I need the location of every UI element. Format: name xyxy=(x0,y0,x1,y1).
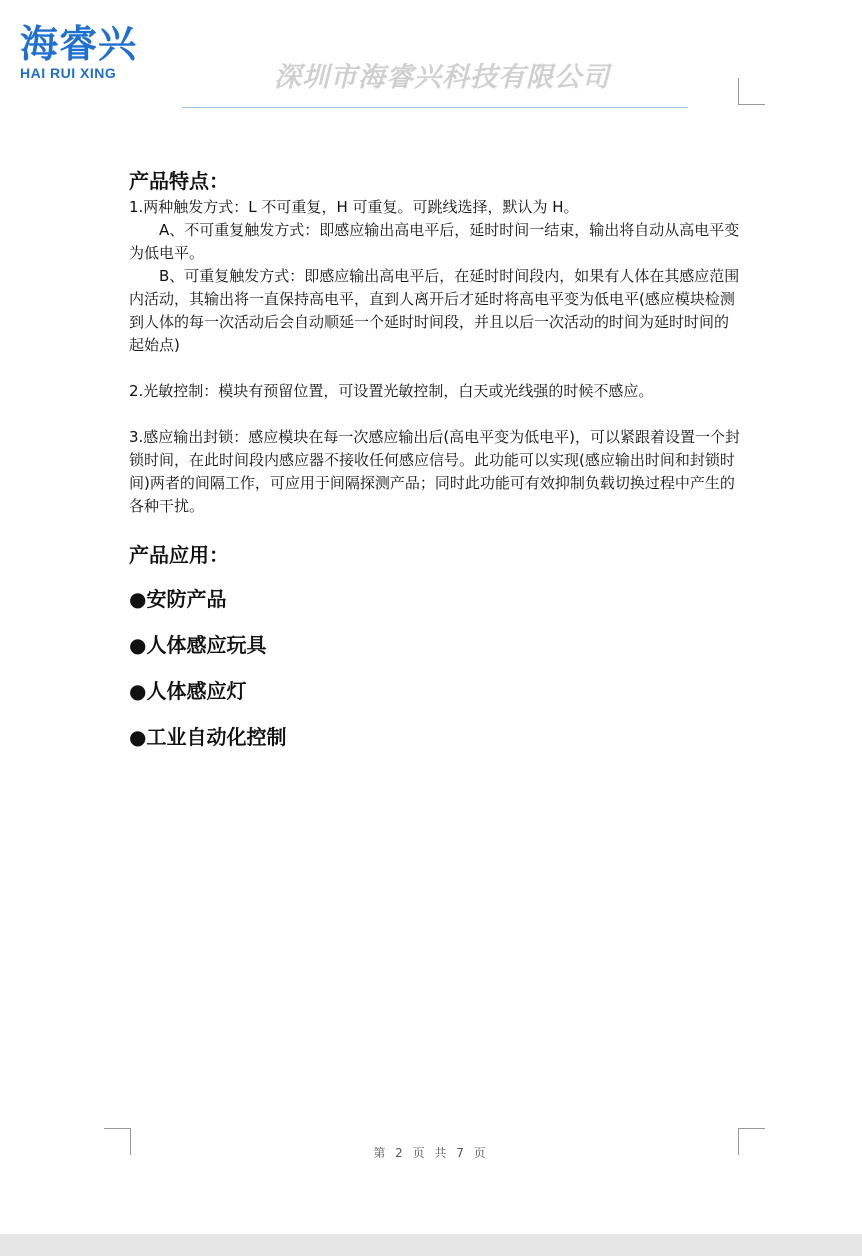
company-name-header: 深圳市海睿兴科技有限公司 xyxy=(274,62,610,93)
viewer-bottom-bar xyxy=(0,1234,862,1256)
section-gap xyxy=(129,518,741,540)
header-divider xyxy=(182,107,688,108)
crop-mark-top-right xyxy=(738,78,765,105)
applications-heading: 产品应用： xyxy=(129,543,229,567)
feature-item-1b: B、可重复触发方式：即感应输出高电平后，在延时时间段内，如果有人体在其感应范围内活动，其输出将一直保持高电平，直到人离开后才延时将高电平变为低电平(感应模块检测到人体的每一次活动后会自动顺延一个延时时间段，并且以后一次活动的时间为延时时间的起始点) xyxy=(129,267,740,354)
feature-item-2: 2.光敏控制：模块有预留位置，可设置光敏控制，白天或光线强的时候不感应。 xyxy=(129,382,654,400)
company-logo xyxy=(20,24,150,80)
features-heading: 产品特点： xyxy=(129,169,229,193)
paragraph-gap xyxy=(129,403,741,426)
document-body xyxy=(129,166,741,752)
feature-item-1a: A、不可重复触发方式：即感应输出高电平后，延时时间一结束，输出将自动从高电平变为低电平。 xyxy=(129,221,740,262)
logo-chinese-text: 海睿兴 xyxy=(20,22,138,66)
application-item: ●人体感应玩具 xyxy=(129,633,267,657)
application-item: ●工业自动化控制 xyxy=(129,725,287,749)
feature-item-1: 1.两种触发方式：L 不可重复，H 可重复。可跳线选择，默认为 H。 xyxy=(129,198,579,216)
paragraph-gap xyxy=(129,357,741,380)
application-item: ●人体感应灯 xyxy=(129,679,247,703)
application-item: ●安防产品 xyxy=(129,587,227,611)
page-number: 第 2 页 共 7 页 xyxy=(373,1146,489,1160)
feature-item-3: 3.感应输出封锁：感应模块在每一次感应输出后(高电平变为低电平)，可以紧跟着设置一个封锁时间，在此时间段内感应器不接收任何感应信号。此功能可以实现(感应输出时间和封锁时间)两者的间隔工作，可应用于间隔探测产品；同时此功能可有效抑制负载切换过程中产生的各种干扰。 xyxy=(129,428,741,515)
logo-english-text: HAI RUI XING xyxy=(20,65,117,81)
